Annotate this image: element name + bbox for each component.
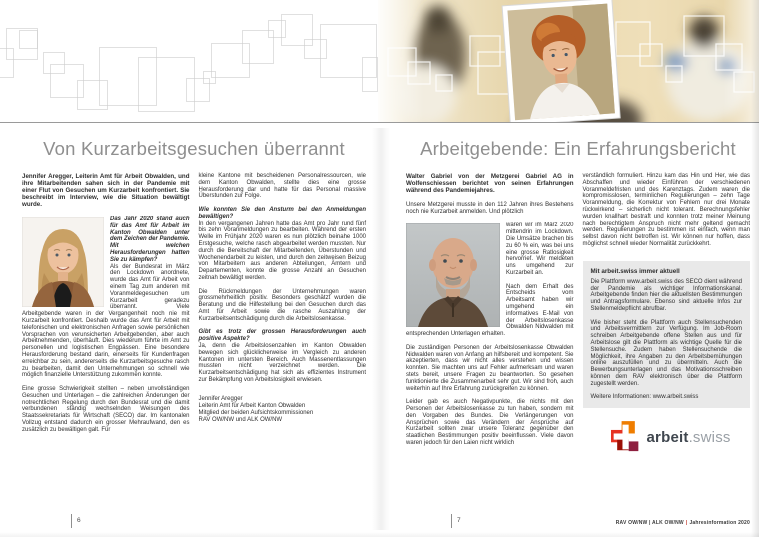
- page-number-right: 7: [451, 514, 461, 528]
- page-edge-right: [751, 0, 759, 537]
- portrait-jennifer-aregger: [22, 217, 104, 307]
- signature-org: RAV OW/NW und ALK OW/NW: [198, 416, 283, 423]
- footer-imprint: [616, 520, 750, 526]
- imprint-orgs: RAV OW/NW | ALK OW/NW: [615, 520, 684, 526]
- left-column-1: [22, 173, 190, 440]
- interview-answer-2b: Die Rückmeldungen der Unternehmungen waren grossmehrheitlich positiv. Besonders geschätzt wurden die Beratung und die Hilfestellung bei den Gesuchen durch das Amt für Arbeit sowie die rasche Auszahlung der Kurzarbeitsentschädigung durch die Arbeitslosenkasse.: [198, 288, 366, 322]
- article-right: [406, 138, 750, 453]
- article-left: [22, 138, 366, 440]
- article-left-intro: Jennifer Aregger, Leiterin Amt für Arbeit Obwalden, und ihre Mitarbeitenden sahen sich in der Pandemie mit einer Flut von Gesuchen um Kurzarbeit konfrontiert. Sie beschreibt im Interview, wie die Situation bewältigt wurde.: [22, 173, 190, 208]
- interview-answer-2a: In den vergangenen Jahren hatte das Amt pro Jahr rund fünf bis zehn Voranmeldungen zu bearbeiten. Während der ersten Welle im Frühjahr 2020 waren es nun plötzlich beinahe 1000 Erstgesuche, welche rasch abgearbeitet werden mussten. Nur durch die Bereitschaft der Mitarbeitenden, Überstunden und Wochenendarbeit zu leisten, und durch den zeitweisen Beizug von Mitarbeitern aus anderen Abteilungen, Ämtern und Departementen, konnte die grosse Anzahl an Gesuchen zeitnah bewältigt werden.: [198, 220, 366, 281]
- report-paragraph-4: Leider gab es auch Negativpunkte, die nichts mit den Personen der Arbeitslosenkasse zu tun haben, sondern mit den Vorgaben des Bundes. Die Verlängerungen von Ansprüchen sowie das Verändern der Ansprüche auf Kurzarbeit sollten zwar unsere Toleranz gegenüber den staatlichen Bestimmungen positiv beeinflussen. Viele davon waren jedoch für den Laien nicht wirklich: [406, 399, 574, 446]
- interview-answer-1b: Eine grosse Schwierigkeit stellten – neben unvollständigen Gesuchen und Unterlagen – die zahlreichen Änderungen der notrechtlichen Regelung durch den Bundesrat und die damit verbundenen ständig wechselnden Weisungen des Staatssekretariats für Wirtschaft (SECO) dar. Im kantonalen Vollzug entstand dadurch ein grosser Mehraufwand, den es zusätzlich zu bewältigen galt. Für: [22, 385, 190, 433]
- banner-divider-light: [0, 122, 759, 123]
- interview-question-1: Das Jahr 2020 stand auch für das Amt für Arbeit im Kanton Obwalden unter dem Zeichen der Pandemie. Mit welchen Herausforderungen hatten Sie zu kämpfen?: [110, 216, 190, 263]
- infobox-title: Mit arbeit.swiss immer aktuell: [590, 267, 680, 275]
- page-number-left: 6: [71, 514, 81, 528]
- page-spine-shadow: [372, 128, 390, 530]
- banner-photo-montage: [378, 0, 759, 123]
- left-column-2: [199, 173, 367, 440]
- interview-question-3: Gibt es trotz der grossen Herausforderungen auch positive Aspekte?: [198, 329, 366, 343]
- report-paragraph-3: Die zuständigen Personen der Arbeitslosenkasse Obwalden Nidwalden waren von Anfang an hilfsbereit und kompetent. Sie akzeptierten, dass wir nicht alles verstehen und wissen konnten. Sie machten uns auf Fehler aufmerksam und waren stets bereit, unsere Fragen zu beantworten. So gesehen funktionierte die Zusammenarbeit sehr gut. Wir sind froh, auch weiterhin auf Ihre Erfahrung zurückgreifen zu können.: [406, 344, 574, 392]
- page-edge-bottom: [0, 532, 759, 537]
- report-paragraph-2: Nach dem Erhalt des Entscheids vom Arbeitsamt haben wir umgehend ein informatives E-Mail von der Arbeitslosenkasse Obwalden Nidwalden mit entsprechenden Unterlagen erhalten.: [406, 283, 574, 338]
- arbeit-swiss-logo: [611, 421, 751, 453]
- article-right-title: Arbeitgebende: Ein Erfahrungsbericht: [420, 138, 736, 159]
- portrait-walter-gabriel: [406, 223, 500, 327]
- arbeit-swiss-infobox: [583, 261, 751, 408]
- logo-wordmark: arbeit.swiss: [646, 428, 731, 446]
- swiss-cross-icon: [611, 421, 641, 453]
- infobox-paragraph-1: Die Plattform www.arbeit.swiss des SECO dient während der Pandemie als wichtiger Informationskanal. Arbeitgebende finden hier die aktuellsten Bestimmungen und Antragsformulare. Ebenso sind aktuelle Infos zur Stellenmeldepflicht abrufbar.: [590, 278, 742, 312]
- right-column-1: [406, 173, 574, 453]
- signature-role: Leiterin Amt für Arbeit Kanton Obwalden: [198, 402, 306, 409]
- top-banner: [0, 0, 759, 123]
- interview-answer-1a: Als der Bundesrat im März den Lockdown anordnete, wurde das Amt für Arbeit von einem Tag zum anderen mit Voranmeldegesuchen um Kurzarbeit geradezu überrannt. Viele Arbeitgebende waren in der Vergangenheit noch nie mit Kurzarbeit konfrontiert. Deshalb wurde das Amt für Arbeit mit telefonischen und elektronischen Anfragen sowie persönlichen Vorsprachen von verunsicherten Arbeitgebenden, aber auch Arbeitnehmenden, überhäuft. Dies wiederum führte im Amt zu personellen und logistischen Engpässen. Eine besondere Herausforderung bestand darin, einerseits für Kundenfragen erreichbar zu sein, andererseits die Kurzarbeitsgesuche rasch zu bearbeiten, damit den Unternehmungen so schnell wie möglich finanzielle Unterstützung zukommen konnte.: [22, 263, 190, 379]
- infobox-more-info: Weitere Informationen: www.arbeit.swiss: [590, 394, 699, 401]
- report-paragraph-1b: waren wir im März 2020 mittendrin im Lockdown. Die Umsätze brachen bis zu 60 % ein, was bei uns eine grosse Ratlosigkeit hervorrief. Wir meldeten uns umgehend zur Kurzarbeit an.: [506, 222, 574, 276]
- interview-question-2: Wie konnten Sie den Ansturm bei den Anmeldungen bewältigen?: [198, 206, 366, 220]
- banner-center-portrait: [502, 0, 620, 123]
- interview-answer-3: Ja, denn die Arbeitslosenzahlen im Kanton Obwalden bewegen sich glücklicherweise im Vergleich zu anderen Kantonen im untersten Bereich. Auch Massenentlassungen mussten nicht verzeichnet werden. Die Kurzarbeitsentschädigung hat sich als effizientes Instrument zur Bekämpfung von Arbeitslosigkeit erwiesen.: [198, 342, 366, 383]
- imprint-separator: |: [685, 520, 688, 526]
- article-left-title: Von Kurzarbeitsgesuchen überrannt: [43, 138, 345, 159]
- report-paragraph-1: Unsere Metzgerei musste in den 112 Jahren ihres Bestehens noch nie Kurzarbeit anmelden. Und plötzlich: [406, 202, 574, 215]
- column-continuation: kleine Kantone mit bescheidenen Personalressourcen, wie dem Kanton Obwalden, stellte dies eine grosse Herausforderung dar und hatte für das Personal massive Überstunden zur Folge.: [198, 173, 366, 200]
- signature-role-2: Mitglied der beiden Aufsichtskommissionen: [198, 409, 314, 416]
- article-right-intro: Walter Gabriel von der Metzgerei Gabriel AG in Wolfenschiessen berichtet von seinen Erfahrungen während des Pandemiejahres.: [406, 173, 574, 194]
- author-signature: [199, 396, 367, 424]
- signature-name: Jennifer Aregger: [198, 395, 243, 402]
- right-column-2: [583, 173, 751, 453]
- report-continuation: verständlich formuliert. Hinzu kam das Hin und Her, wie das Abschaffen und wieder Einführen der verschiedenen Voranmeldefristen und des Karenztags. Zudem waren die kompromisslosen, terminlichen Regulierungen – zehn Tage Voranmeldung, die Korrektur von Fehlern nur drei Monate rückwirkend – sicherlich nicht tolerant. Berechnungsfehler wurden knallhart bestraft und konnten trotz meiner Meinung nach berechtigtem Anspruch nicht mehr geltend gemacht werden. Regulierungen zu bestimmen ist einfach, wenn man selbst davon nicht betroffen ist. Wir können nur hoffen, dass möglichst schnell wieder Normalität zurückkehrt.: [582, 173, 750, 247]
- imprint-publication: Jahresinformation 2020: [689, 520, 750, 526]
- infobox-paragraph-2: Wie bisher steht die Plattform auch Stellensuchenden und Arbeitsvermittlern zur Verfügung. Im Job-Room schreiben Arbeitgebende offene Stellen aus und für Arbeitslose gilt die Plattform als wichtige Quelle für die Stellensuche. Zudem haben Stellensuchende die Möglichkeit, ihre Angaben zu den Arbeitsbemühungen online auszufüllen und zu übermitteln. Auch die Bewerbungsunterlagen und das Motivationsschreiben können dem RAV elektronisch über die Plattform zugestellt werden.: [590, 319, 742, 387]
